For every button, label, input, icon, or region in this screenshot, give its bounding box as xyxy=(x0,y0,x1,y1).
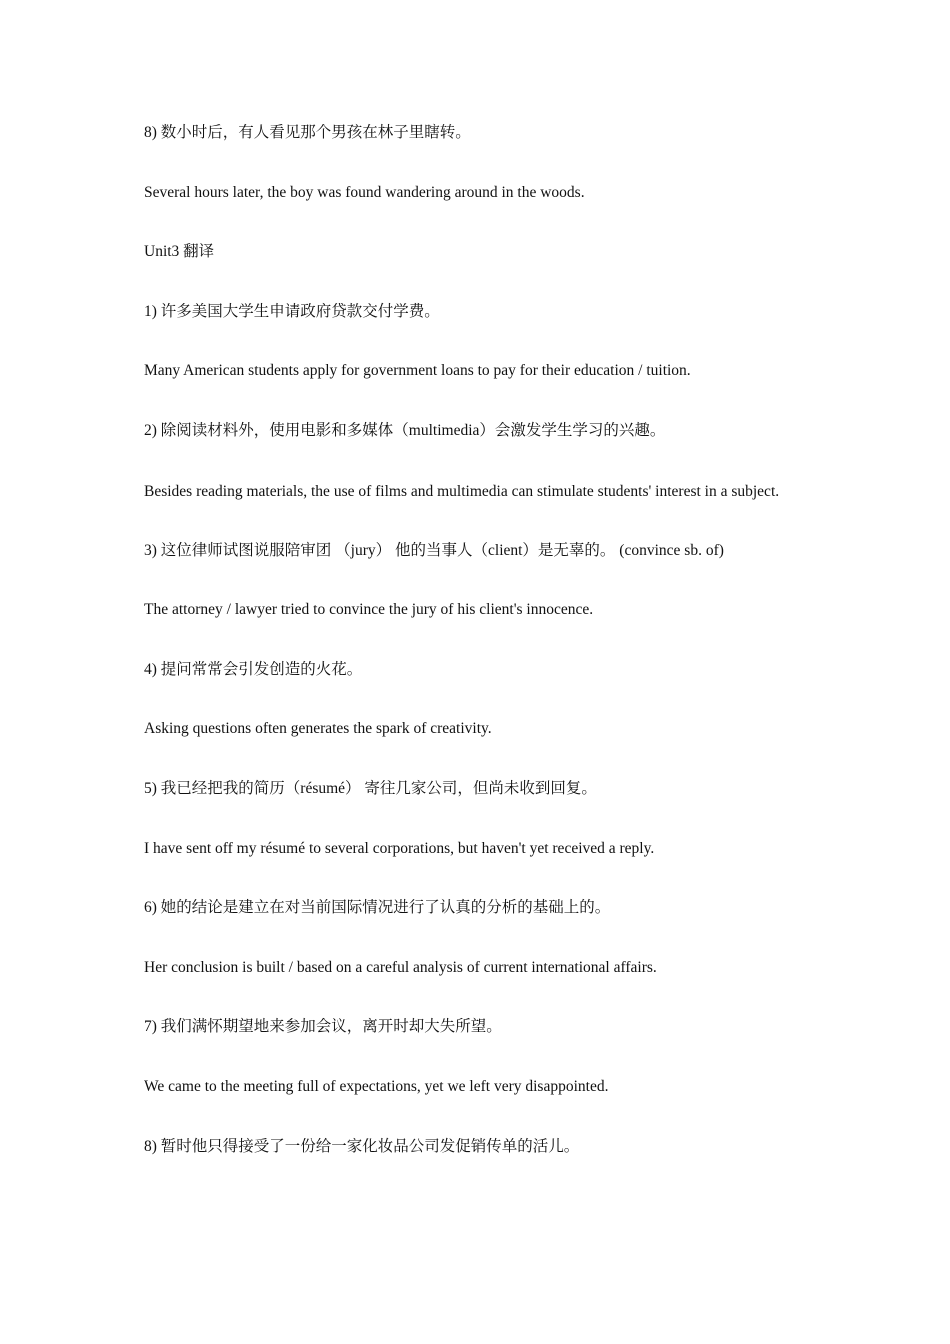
english-translation-7: We came to the meeting full of expectations, yet we left very disappointed. xyxy=(144,1077,609,1095)
unit-heading: Unit3 翻译 xyxy=(144,243,215,261)
chinese-sentence-4: 4) 提问常常会引发创造的火花。 xyxy=(144,660,363,678)
chinese-sentence-8: 8) 暂时他只得接受了一份给一家化妆品公司发促销传单的活儿。 xyxy=(144,1137,580,1155)
english-translation-8-prev: Several hours later, the boy was found wandering around in the woods. xyxy=(144,183,585,201)
english-translation-5: I have sent off my résumé to several corporations, but haven't yet received a reply. xyxy=(144,839,655,857)
chinese-sentence-3: 3) 这位律师试图说服陪审团 （jury） 他的当事人（client）是无辜的。 (convince sb. of) xyxy=(144,541,724,559)
chinese-sentence-5: 5) 我已经把我的简历（résumé） 寄往几家公司，但尚未收到回复。 xyxy=(144,779,597,797)
english-translation-6: Her conclusion is built / based on a careful analysis of current international affairs. xyxy=(144,958,657,976)
chinese-sentence-1: 1) 许多美国大学生申请政府贷款交付学费。 xyxy=(144,302,440,320)
document-page xyxy=(144,122,804,1158)
english-translation-4: Asking questions often generates the spark of creativity. xyxy=(144,720,492,738)
english-translation-2: Besides reading materials, the use of films and multimedia can stimulate students' interest in a subject. xyxy=(144,482,780,500)
chinese-sentence-8-prev: 8) 数小时后，有人看见那个男孩在林子里瞎转。 xyxy=(144,124,471,141)
chinese-sentence-7: 7) 我们满怀期望地来参加会议，离开时却大失所望。 xyxy=(144,1018,502,1036)
english-translation-1: Many American students apply for government loans to pay for their education / tuition. xyxy=(144,362,691,380)
chinese-sentence-2: 2) 除阅读材料外，使用电影和多媒体（multimedia）会激发学生学习的兴趣。 xyxy=(144,421,666,439)
english-translation-3: The attorney / lawyer tried to convince the jury of his client's innocence. xyxy=(144,601,594,619)
chinese-sentence-6: 6) 她的结论是建立在对当前国际情况进行了认真的分析的基础上的。 xyxy=(144,899,611,917)
